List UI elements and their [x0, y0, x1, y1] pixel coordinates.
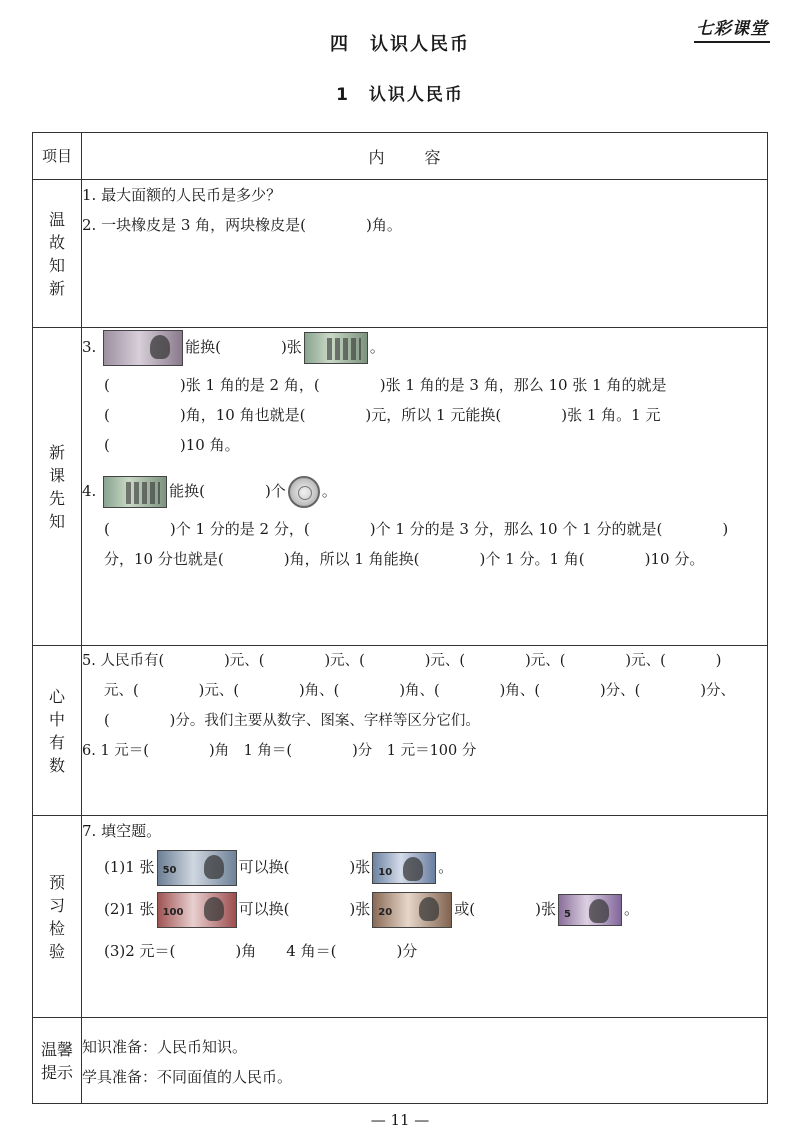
- content-column-header: 内容: [82, 133, 768, 180]
- tools-prep: 学具准备：不同面值的人民币。: [82, 1068, 293, 1086]
- question-7-part-2: [82, 892, 767, 926]
- question-6: [82, 736, 767, 766]
- text: )元、(: [198, 683, 239, 699]
- ten-yuan-note-icon: [372, 852, 436, 884]
- review-row: [33, 180, 768, 328]
- text: 可以换(: [238, 858, 290, 876]
- in-mind-label: 心中有数: [48, 686, 65, 775]
- text: )张 1 角的是 2 角，(: [179, 376, 320, 394]
- hundred-yuan-note-icon: [157, 892, 237, 928]
- worksheet-table: [32, 132, 768, 1104]
- note-denomination: 10: [378, 867, 393, 878]
- text: )元，所以 1 元能换(: [365, 406, 502, 424]
- text: ): [722, 520, 729, 538]
- question-7-part-1: [82, 850, 767, 884]
- text: (: [104, 406, 110, 424]
- tips-label: 温馨提示: [40, 1039, 73, 1082]
- page-number: — 11 —: [370, 1111, 430, 1129]
- text: 。: [624, 900, 640, 918]
- text: )元、(: [424, 653, 466, 669]
- review-label: 温故知新: [48, 209, 65, 298]
- text: 。: [438, 858, 454, 876]
- text: )张: [535, 900, 556, 918]
- review-label-cell: [33, 180, 82, 328]
- q4-text-end-b: 。: [321, 482, 337, 500]
- q3-text-end-a: )张: [280, 338, 302, 356]
- text: (1)1 张: [104, 858, 155, 876]
- chapter-title: 四 认识人民币: [330, 34, 470, 55]
- q4-line-1: [82, 514, 767, 544]
- question-4: [82, 474, 767, 508]
- q2-text-a: 2. 一块橡皮是 3 角，两块橡皮是(: [82, 216, 307, 234]
- preview-check-label-cell: [33, 816, 82, 1018]
- text: 5. 人民币有(: [82, 653, 165, 669]
- q3-text-end-b: 。: [369, 338, 385, 356]
- q3-line-3: [82, 430, 767, 460]
- new-lesson-label-cell: [33, 328, 82, 646]
- text: )分、: [700, 683, 735, 699]
- item-column-header: 项目: [33, 133, 82, 180]
- one-yuan-note-icon: [103, 330, 183, 366]
- one-jiao-note-icon: [304, 332, 368, 364]
- text: 元、(: [104, 683, 139, 699]
- fifty-yuan-note-icon: [157, 850, 237, 886]
- question-3: [82, 330, 767, 364]
- q4-prefix: 4.: [82, 482, 97, 500]
- text: )个 1 分的是 2 分，(: [169, 520, 310, 538]
- text: )张 1 角。1 元: [561, 406, 661, 424]
- text: )张 1 角的是 3 角，那么 10 张 1 角的就是: [379, 376, 667, 394]
- text: )元、(: [224, 653, 265, 669]
- question-5-line-2: [82, 676, 767, 706]
- preview-check-label: 预习检验: [48, 872, 65, 961]
- q3-line-2: [82, 400, 767, 430]
- note-denomination: 50: [162, 865, 177, 876]
- twenty-yuan-note-icon: [372, 892, 452, 928]
- text: )张: [349, 900, 371, 918]
- new-lesson-row: [33, 328, 768, 646]
- review-content: [82, 180, 768, 328]
- question-1: 1. 最大面额的人民币是多少？: [82, 186, 282, 204]
- brand-logo: 七彩课堂: [694, 14, 770, 43]
- text: ): [715, 653, 722, 669]
- note-denomination: 100: [162, 907, 184, 918]
- text: )角，10 角也就是(: [179, 406, 306, 424]
- text: )个 1 分的是 3 分，那么 10 个 1 分的就是(: [369, 520, 663, 538]
- text: 可以换(: [238, 900, 290, 918]
- question-5-line-1: [82, 646, 767, 676]
- text: )分。我们主要从数字、图案、字样等区分它们。: [169, 713, 480, 729]
- new-lesson-content: [82, 328, 768, 646]
- text: 分，10 分也就是(: [104, 550, 224, 568]
- text: 6. 1 元＝(: [82, 743, 149, 759]
- q3-text-mid: 能换(: [185, 338, 221, 356]
- q4-text-mid: 能换(: [169, 482, 205, 500]
- text: )元、(: [625, 653, 666, 669]
- text: )个 1 分。1 角(: [479, 550, 585, 568]
- text: )10 分。: [644, 550, 705, 568]
- tips-content: [82, 1018, 768, 1104]
- text: (: [104, 376, 110, 394]
- text: )角、(: [299, 683, 340, 699]
- lesson-title: 1 认识人民币: [336, 85, 464, 105]
- text: (3)2 元＝(: [104, 942, 176, 960]
- one-fen-coin-icon: [288, 476, 320, 508]
- tips-row: [33, 1018, 768, 1104]
- preview-check-row: [33, 816, 768, 1018]
- text: )分 1 元＝100 分: [352, 743, 477, 759]
- in-mind-label-cell: [33, 646, 82, 816]
- tips-label-cell: [33, 1018, 82, 1104]
- q2-text-b: )角。: [366, 216, 402, 234]
- q3-line-1: [82, 370, 767, 400]
- text: (: [104, 520, 110, 538]
- q4-line-2: [82, 544, 767, 574]
- question-7: 7. 填空题。: [82, 822, 162, 840]
- text: )分: [396, 942, 418, 960]
- text: )10 角。: [179, 436, 240, 454]
- one-jiao-note-icon: [103, 476, 167, 508]
- text: )角 4 角＝(: [235, 942, 337, 960]
- text: (: [104, 436, 110, 454]
- text: )角、(: [399, 683, 440, 699]
- in-mind-row: [33, 646, 768, 816]
- text: 或(: [454, 900, 476, 918]
- text: )分、(: [599, 683, 641, 699]
- q4-text-end-a: )个: [264, 482, 286, 500]
- question-5-line-3: [82, 706, 767, 736]
- note-denomination: 20: [378, 907, 393, 918]
- text: )角、(: [499, 683, 540, 699]
- knowledge-prep: 知识准备：人民币知识。: [82, 1038, 248, 1056]
- preview-check-content: [82, 816, 768, 1018]
- in-mind-content: [82, 646, 768, 816]
- text: )角，所以 1 角能换(: [283, 550, 420, 568]
- text: (2)1 张: [104, 900, 155, 918]
- q3-prefix: 3.: [82, 338, 97, 356]
- table-header-row: [33, 133, 768, 180]
- text: )元、(: [324, 653, 365, 669]
- note-denomination: 5: [564, 909, 571, 920]
- question-2: [82, 210, 767, 240]
- new-lesson-label: 新课先知: [48, 442, 65, 531]
- text: )角 1 角＝(: [208, 743, 293, 759]
- text: )元、(: [525, 653, 566, 669]
- text: (: [104, 713, 110, 729]
- five-yuan-note-icon: [558, 894, 622, 926]
- question-7-part-3: [82, 936, 767, 966]
- text: )张: [349, 858, 371, 876]
